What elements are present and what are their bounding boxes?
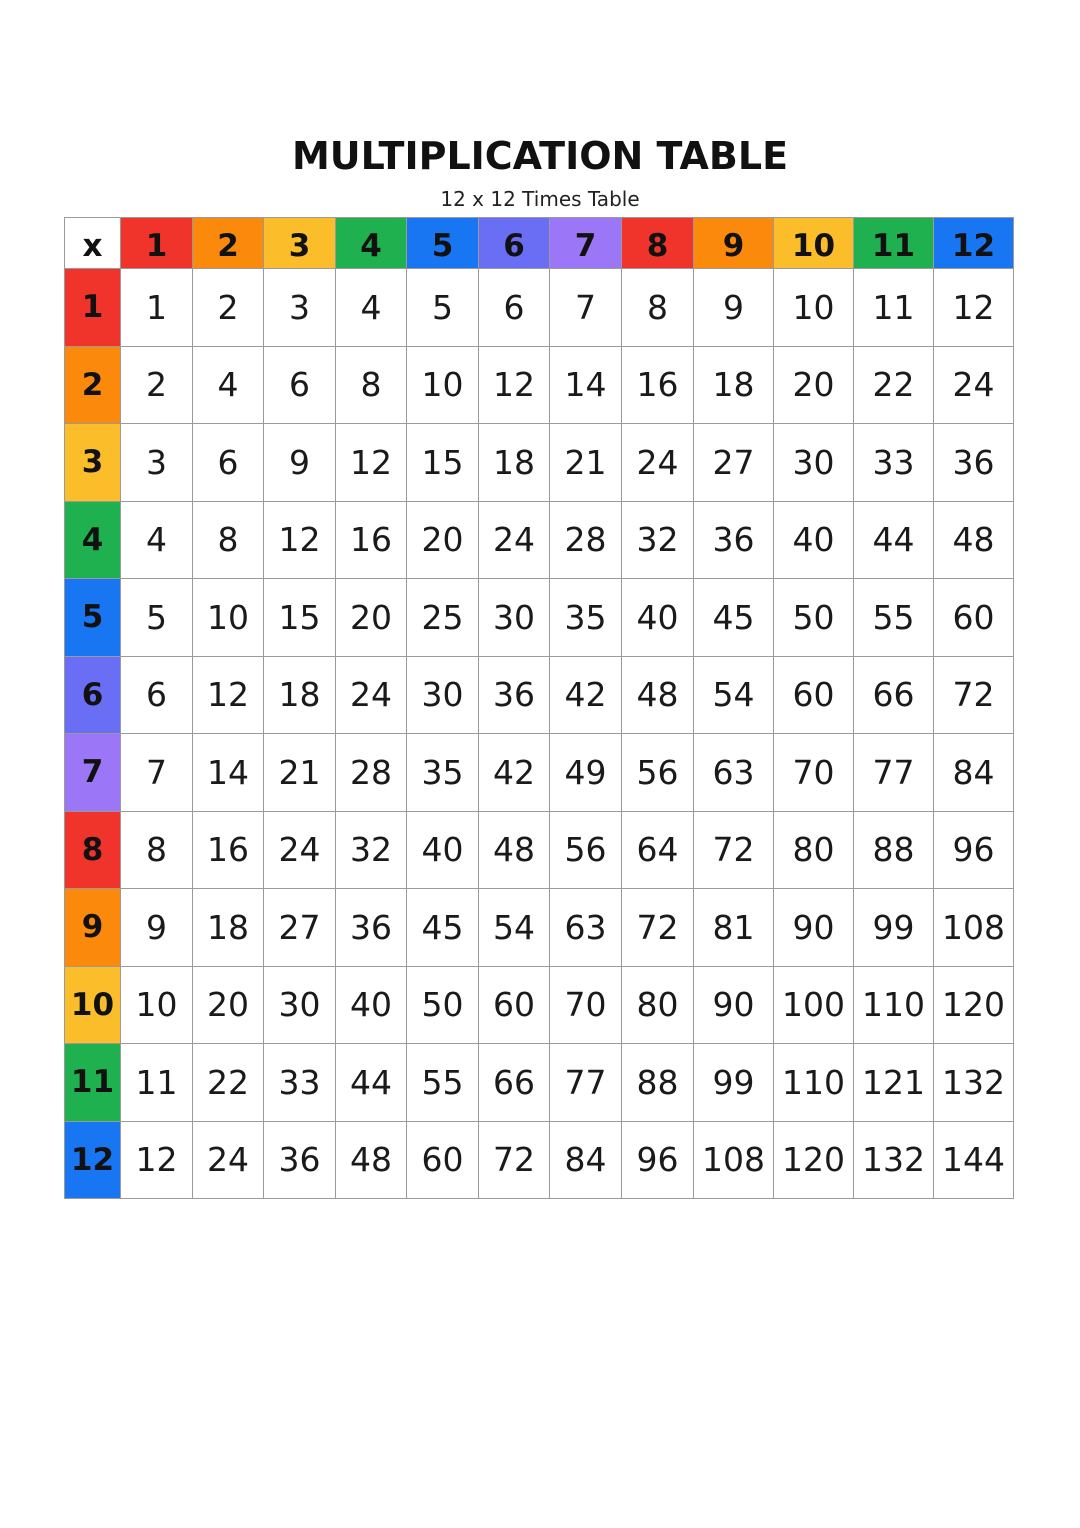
product-cell: 54: [479, 889, 550, 967]
column-header-3: 3: [264, 218, 336, 269]
table-row: [65, 579, 1014, 657]
product-cell: 3: [264, 269, 336, 347]
product-cell: 20: [336, 579, 407, 657]
product-cell: 96: [622, 1121, 694, 1199]
table-row: [65, 889, 1014, 967]
corner-cell: x: [65, 218, 121, 269]
product-cell: 18: [193, 889, 264, 967]
product-cell: 35: [550, 579, 622, 657]
table-row: [65, 811, 1014, 889]
row-header-6: 6: [65, 656, 121, 734]
product-cell: 99: [694, 1044, 774, 1122]
product-cell: 66: [854, 656, 934, 734]
product-cell: 63: [694, 734, 774, 812]
product-cell: 32: [336, 811, 407, 889]
product-cell: 80: [622, 966, 694, 1044]
column-header-4: 4: [336, 218, 407, 269]
product-cell: 40: [622, 579, 694, 657]
product-cell: 27: [694, 424, 774, 502]
column-header-7: 7: [550, 218, 622, 269]
product-cell: 28: [550, 501, 622, 579]
product-cell: 60: [479, 966, 550, 1044]
row-header-10: 10: [65, 966, 121, 1044]
product-cell: 45: [694, 579, 774, 657]
product-cell: 18: [694, 346, 774, 424]
product-cell: 60: [934, 579, 1014, 657]
table-row: [65, 346, 1014, 424]
product-cell: 15: [264, 579, 336, 657]
product-cell: 84: [550, 1121, 622, 1199]
row-header-1: 1: [65, 269, 121, 347]
product-cell: 132: [854, 1121, 934, 1199]
product-cell: 30: [774, 424, 854, 502]
product-cell: 6: [121, 656, 193, 734]
product-cell: 77: [550, 1044, 622, 1122]
product-cell: 35: [407, 734, 479, 812]
product-cell: 12: [479, 346, 550, 424]
product-cell: 10: [407, 346, 479, 424]
column-header-9: 9: [694, 218, 774, 269]
product-cell: 12: [264, 501, 336, 579]
row-header-4: 4: [65, 501, 121, 579]
row-header-8: 8: [65, 811, 121, 889]
product-cell: 49: [550, 734, 622, 812]
product-cell: 96: [934, 811, 1014, 889]
product-cell: 12: [934, 269, 1014, 347]
product-cell: 30: [407, 656, 479, 734]
product-cell: 18: [264, 656, 336, 734]
product-cell: 30: [264, 966, 336, 1044]
product-cell: 20: [407, 501, 479, 579]
table-row: [65, 501, 1014, 579]
product-cell: 12: [121, 1121, 193, 1199]
table-row: [65, 656, 1014, 734]
column-header-5: 5: [407, 218, 479, 269]
row-header-7: 7: [65, 734, 121, 812]
product-cell: 6: [193, 424, 264, 502]
product-cell: 10: [121, 966, 193, 1044]
product-cell: 64: [622, 811, 694, 889]
product-cell: 24: [622, 424, 694, 502]
column-header-2: 2: [193, 218, 264, 269]
product-cell: 4: [121, 501, 193, 579]
page-subtitle: 12 x 12 Times Table: [440, 187, 640, 211]
product-cell: 27: [264, 889, 336, 967]
product-cell: 24: [193, 1121, 264, 1199]
product-cell: 81: [694, 889, 774, 967]
product-cell: 84: [934, 734, 1014, 812]
product-cell: 7: [550, 269, 622, 347]
product-cell: 4: [336, 269, 407, 347]
product-cell: 132: [934, 1044, 1014, 1122]
row-header-2: 2: [65, 346, 121, 424]
column-header-6: 6: [479, 218, 550, 269]
product-cell: 14: [550, 346, 622, 424]
product-cell: 66: [479, 1044, 550, 1122]
product-cell: 10: [774, 269, 854, 347]
product-cell: 40: [774, 501, 854, 579]
row-header-3: 3: [65, 424, 121, 502]
table-row: [65, 966, 1014, 1044]
product-cell: 36: [694, 501, 774, 579]
product-cell: 50: [774, 579, 854, 657]
product-cell: 55: [407, 1044, 479, 1122]
column-header-10: 10: [774, 218, 854, 269]
product-cell: 90: [694, 966, 774, 1044]
product-cell: 55: [854, 579, 934, 657]
product-cell: 120: [934, 966, 1014, 1044]
product-cell: 10: [193, 579, 264, 657]
product-cell: 12: [193, 656, 264, 734]
product-cell: 90: [774, 889, 854, 967]
product-cell: 2: [193, 269, 264, 347]
product-cell: 22: [854, 346, 934, 424]
product-cell: 20: [193, 966, 264, 1044]
product-cell: 121: [854, 1044, 934, 1122]
row-header-9: 9: [65, 889, 121, 967]
product-cell: 21: [550, 424, 622, 502]
product-cell: 6: [479, 269, 550, 347]
product-cell: 33: [264, 1044, 336, 1122]
product-cell: 8: [622, 269, 694, 347]
product-cell: 50: [407, 966, 479, 1044]
product-cell: 72: [934, 656, 1014, 734]
product-cell: 5: [407, 269, 479, 347]
product-cell: 36: [336, 889, 407, 967]
product-cell: 24: [264, 811, 336, 889]
product-cell: 11: [121, 1044, 193, 1122]
column-header-11: 11: [854, 218, 934, 269]
product-cell: 22: [193, 1044, 264, 1122]
product-cell: 9: [121, 889, 193, 967]
product-cell: 72: [622, 889, 694, 967]
product-cell: 9: [694, 269, 774, 347]
product-cell: 108: [934, 889, 1014, 967]
row-header-5: 5: [65, 579, 121, 657]
column-header-12: 12: [934, 218, 1014, 269]
product-cell: 48: [934, 501, 1014, 579]
product-cell: 40: [336, 966, 407, 1044]
product-cell: 56: [622, 734, 694, 812]
table-row: [65, 734, 1014, 812]
multiplication-table: [64, 217, 1014, 1199]
table-row: [65, 424, 1014, 502]
product-cell: 56: [550, 811, 622, 889]
row-header-12: 12: [65, 1121, 121, 1199]
product-cell: 14: [193, 734, 264, 812]
column-header-8: 8: [622, 218, 694, 269]
product-cell: 12: [336, 424, 407, 502]
product-cell: 48: [479, 811, 550, 889]
table-row: [65, 1044, 1014, 1122]
page-title: MULTIPLICATION TABLE: [291, 134, 789, 178]
product-cell: 32: [622, 501, 694, 579]
table-row: [65, 1121, 1014, 1199]
product-cell: 72: [479, 1121, 550, 1199]
product-cell: 6: [264, 346, 336, 424]
product-cell: 9: [264, 424, 336, 502]
product-cell: 60: [407, 1121, 479, 1199]
product-cell: 100: [774, 966, 854, 1044]
product-cell: 72: [694, 811, 774, 889]
product-cell: 54: [694, 656, 774, 734]
product-cell: 40: [407, 811, 479, 889]
product-cell: 16: [336, 501, 407, 579]
product-cell: 8: [336, 346, 407, 424]
product-cell: 1: [121, 269, 193, 347]
product-cell: 18: [479, 424, 550, 502]
product-cell: 30: [479, 579, 550, 657]
product-cell: 7: [121, 734, 193, 812]
header-row: [65, 218, 1014, 269]
product-cell: 110: [854, 966, 934, 1044]
product-cell: 20: [774, 346, 854, 424]
product-cell: 60: [774, 656, 854, 734]
product-cell: 2: [121, 346, 193, 424]
row-header-11: 11: [65, 1044, 121, 1122]
product-cell: 36: [479, 656, 550, 734]
table-row: [65, 269, 1014, 347]
product-cell: 108: [694, 1121, 774, 1199]
product-cell: 42: [550, 656, 622, 734]
product-cell: 8: [121, 811, 193, 889]
product-cell: 15: [407, 424, 479, 502]
product-cell: 44: [336, 1044, 407, 1122]
product-cell: 16: [622, 346, 694, 424]
product-cell: 120: [774, 1121, 854, 1199]
product-cell: 21: [264, 734, 336, 812]
product-cell: 77: [854, 734, 934, 812]
product-cell: 3: [121, 424, 193, 502]
product-cell: 70: [550, 966, 622, 1044]
product-cell: 11: [854, 269, 934, 347]
product-cell: 8: [193, 501, 264, 579]
product-cell: 70: [774, 734, 854, 812]
product-cell: 48: [622, 656, 694, 734]
product-cell: 5: [121, 579, 193, 657]
product-cell: 16: [193, 811, 264, 889]
product-cell: 24: [479, 501, 550, 579]
product-cell: 33: [854, 424, 934, 502]
product-cell: 88: [622, 1044, 694, 1122]
column-header-1: 1: [121, 218, 193, 269]
product-cell: 99: [854, 889, 934, 967]
product-cell: 25: [407, 579, 479, 657]
product-cell: 4: [193, 346, 264, 424]
product-cell: 24: [336, 656, 407, 734]
product-cell: 48: [336, 1121, 407, 1199]
product-cell: 28: [336, 734, 407, 812]
product-cell: 42: [479, 734, 550, 812]
product-cell: 36: [264, 1121, 336, 1199]
product-cell: 24: [934, 346, 1014, 424]
product-cell: 144: [934, 1121, 1014, 1199]
product-cell: 88: [854, 811, 934, 889]
product-cell: 36: [934, 424, 1014, 502]
product-cell: 80: [774, 811, 854, 889]
product-cell: 45: [407, 889, 479, 967]
product-cell: 63: [550, 889, 622, 967]
product-cell: 44: [854, 501, 934, 579]
product-cell: 110: [774, 1044, 854, 1122]
